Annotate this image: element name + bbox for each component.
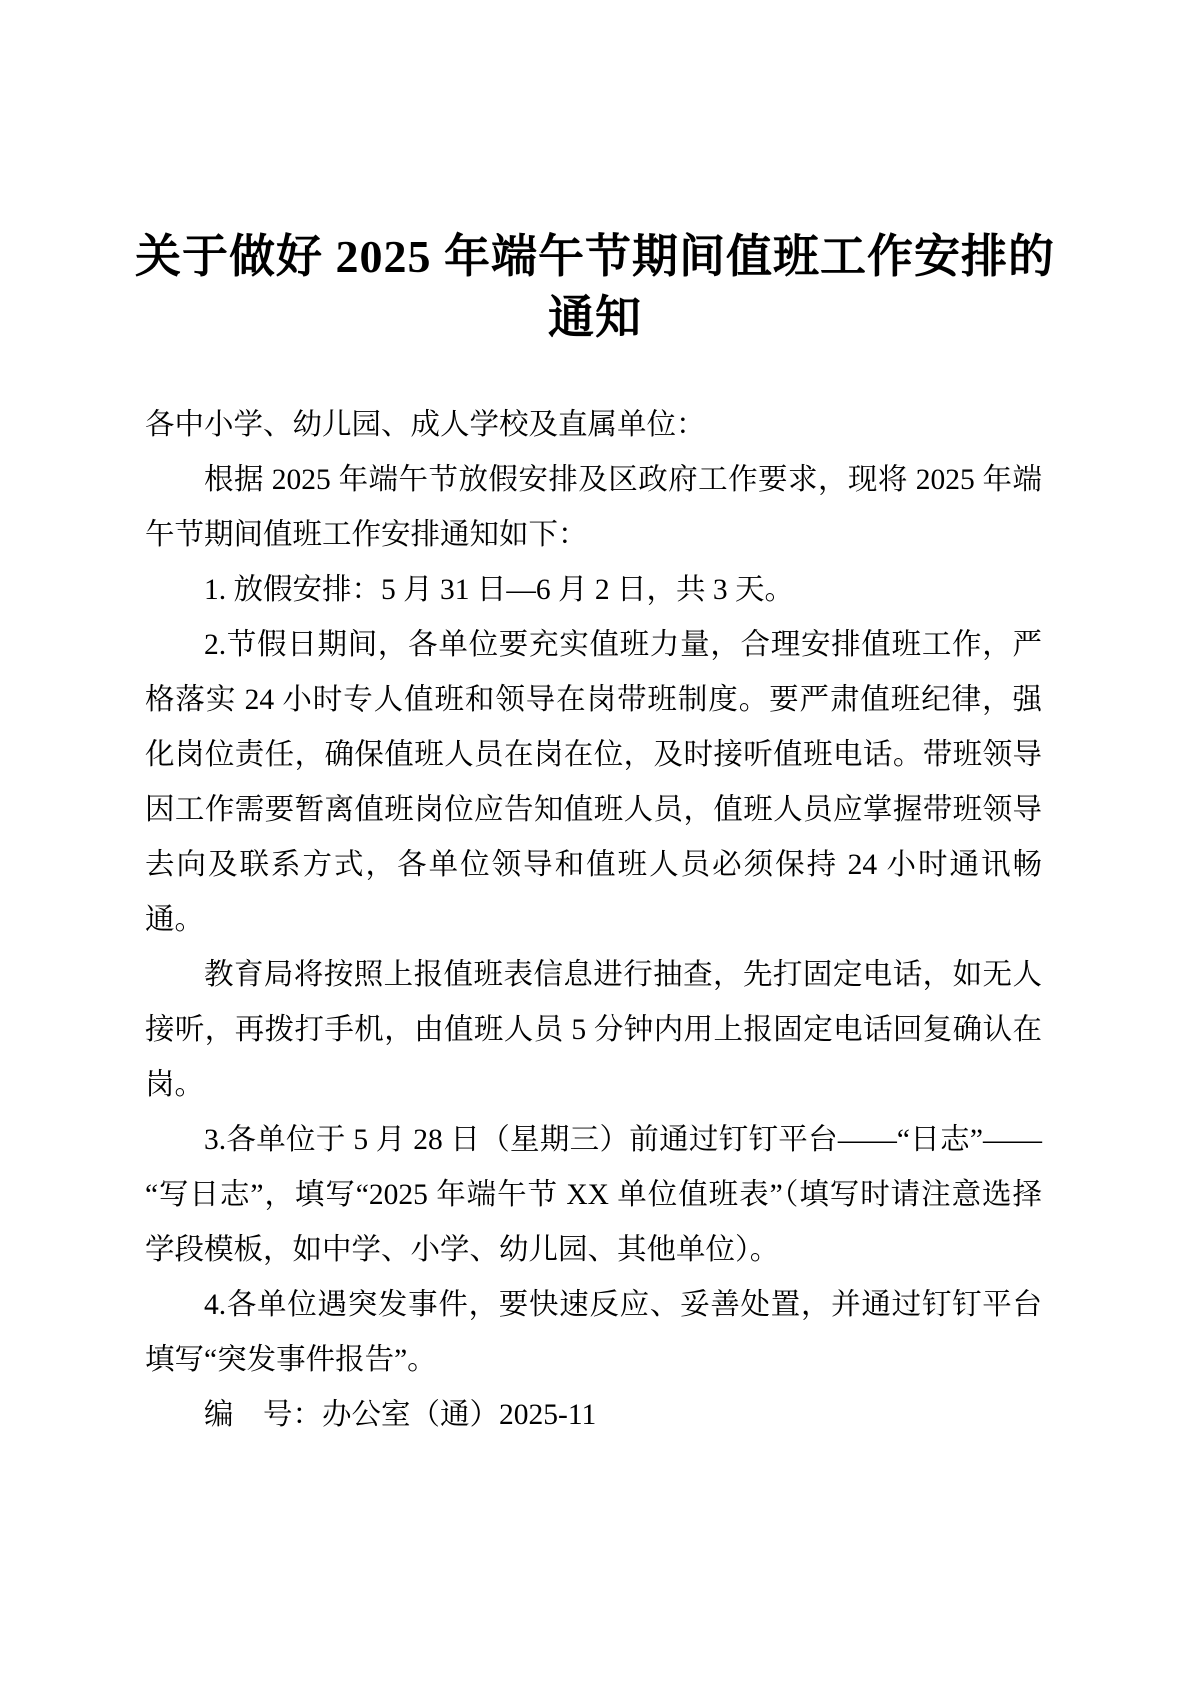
paragraph: 各中小学、幼儿园、成人学校及直属单位：	[145, 409, 706, 441]
paragraph: 编 号：办公室（通）2025-11	[204, 1399, 597, 1431]
paragraph: 教育局将按照上报值班表信息进行抽查，先打固定电话，如无人接听，再拨打手机，由值班人员 5 分钟内用上报固定电话回复确认在岗。	[145, 959, 1042, 1101]
document-title	[0, 0, 1190, 348]
document-title-line-2: 通知	[548, 292, 642, 343]
paragraph: 根据 2025 年端午节放假安排及区政府工作要求，现将 2025 年端午节期间值班工作安排通知如下：	[145, 464, 1042, 551]
document-title-line-1: 关于做好 2025 年端午节期间值班工作安排的	[135, 231, 1055, 282]
paragraph: 2.节假日期间，各单位要充实值班力量，合理安排值班工作，严格落实 24 小时专人值班和领导在岗带班制度。要严肃值班纪律，强化岗位责任，确保值班人员在岗在位，及时接听值班电话。带班领导因工作需要暂离值班岗位应告知值班人员，值班人员应掌握带班领导去向及联系方式，各单位领导和值班人员必须保持 24 小时通讯畅通。	[145, 629, 1042, 936]
paragraph: 1. 放假安排：5 月 31 日—6 月 2 日，共 3 天。	[204, 574, 795, 606]
paragraph: 3.各单位于 5 月 28 日（星期三）前通过钉钉平台——“日志”——“写日志”，填写“2025 年端午节 XX 单位值班表”（填写时请注意选择学段模板，如中学、小学、幼儿园、其他单位）。	[145, 1124, 1042, 1266]
document-body	[145, 398, 1042, 1443]
paragraph: 4.各单位遇突发事件，要快速反应、妥善处置，并通过钉钉平台填写“突发事件报告”。	[145, 1289, 1042, 1376]
